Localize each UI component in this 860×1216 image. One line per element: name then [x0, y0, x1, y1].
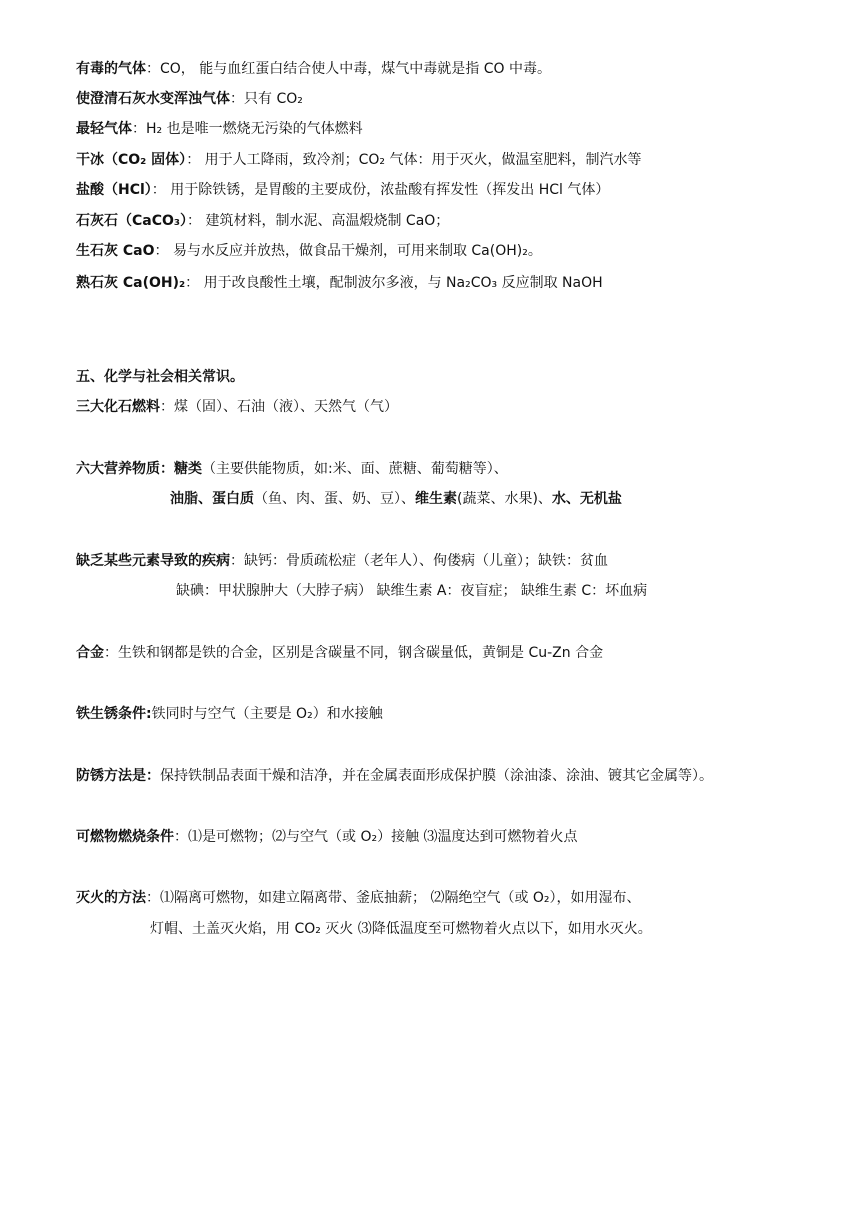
property-hydrochloric-acid [76, 180, 609, 200]
rust-conditions-label: 铁生锈条件: [76, 706, 152, 722]
combustion-text: ：⑴是可燃物；⑵与空气（或 O₂）接触 ⑶温度达到可燃物着火点 [174, 829, 578, 845]
nutrient-water-minerals: 水、无机盐 [551, 491, 622, 507]
diseases-label: 缺乏某些元素导致的疾病 [76, 553, 230, 569]
toxic-gas-label: 有毒的气体 [76, 61, 146, 77]
hydrochloric-acid-text: ： 用于除铁锈，是胃酸的主要成份，浓盐酸有挥发性（挥发出 HCl 气体） [151, 182, 610, 198]
nutrients-line-1 [76, 459, 508, 479]
extinguish-line-2: 灯帽、土盖灭火焰，用 CO₂ 灭火 ⑶降低温度至可燃物着火点以下，如用水灭火。 [150, 921, 652, 937]
limewater-gas-text: ：只有 CO₂ [230, 91, 303, 107]
nutrient-proteins-desc: （鱼、肉、蛋、奶、豆）、 [254, 491, 415, 507]
diseases-text-1: ：缺钙：骨质疏松症（老年人）、佝偻病（儿童）；缺铁：贫血 [230, 553, 608, 569]
dry-ice-text: ： 用于人工降雨，致冷剂；CO₂ 气体：用于灭火，做温室肥料，制汽水等 [186, 152, 642, 168]
limestone-label: 石灰石（CaCO₃） [76, 213, 188, 229]
section-5-heading: 五、化学与社会相关常识。 [76, 369, 244, 385]
diseases-line-1 [76, 551, 608, 571]
fossil-fuels-label: 三大化石燃料 [76, 399, 160, 415]
quicklime-label: 生石灰 CaO [76, 243, 155, 259]
nutrients-label: 六大营养物质： [76, 461, 174, 477]
property-limewater-gas [76, 89, 303, 109]
extinguish-line-1 [76, 888, 641, 908]
property-slaked-lime [76, 273, 603, 293]
rust-prevention [76, 766, 713, 786]
fossil-fuels-text: ：煤（固）、石油（液）、天然气（气） [160, 399, 398, 415]
nutrient-carbohydrates-desc: （主要供能物质，如:米、面、蔗糖、葡萄糖等）、 [202, 461, 508, 477]
nutrients-line-2 [170, 489, 622, 509]
lightest-gas-label: 最轻气体 [76, 121, 132, 137]
hydrochloric-acid-label: 盐酸（HCl） [76, 182, 152, 198]
extinguish-label: 灭火的方法 [76, 890, 146, 906]
toxic-gas-text: ：CO， 能与血红蛋白结合使人中毒，煤气中毒就是指 CO 中毒。 [146, 61, 551, 77]
diseases-line-2: 缺碘：甲状腺肿大（大脖子病） 缺维生素 A：夜盲症； 缺维生素 C：坏血病 [176, 583, 648, 599]
rust-conditions-text: 铁同时与空气（主要是 O₂）和水接触 [151, 706, 383, 722]
property-limestone [76, 211, 449, 231]
combustion-label: 可燃物燃烧条件 [76, 829, 174, 845]
extinguish-text-1: ：⑴隔离可燃物，如建立隔离带、釜底抽薪； ⑵隔绝空气（或 O₂），如用湿布、 [146, 890, 641, 906]
rust-conditions [76, 704, 383, 724]
alloy-label: 合金 [76, 645, 104, 661]
lightest-gas-text: ：H₂ 也是唯一燃烧无污染的气体燃料 [132, 121, 363, 137]
rust-prevention-label: 防锈方法是： [76, 768, 160, 784]
slaked-lime-text: ： 用于改良酸性土壤，配制波尔多液，与 Na₂CO₃ 反应制取 NaOH [185, 275, 603, 291]
property-dry-ice [76, 150, 642, 170]
quicklime-text: ： 易与水反应并放热，做食品干燥剂，可用来制取 Ca(OH)₂。 [154, 243, 542, 259]
property-lightest-gas [76, 119, 363, 139]
limestone-text: ： 建筑材料，制水泥、高温煅烧制 CaO； [187, 213, 450, 229]
nutrient-fats-proteins: 油脂、蛋白质 [170, 491, 254, 507]
rust-prevention-text: 保持铁制品表面干燥和洁净，并在金属表面形成保护膜（涂油漆、涂油、镀其它金属等）。 [160, 768, 713, 784]
property-toxic-gas [76, 59, 551, 79]
nutrient-vitamins: 维生素 [415, 491, 457, 507]
nutrient-carbohydrates: 糖类 [174, 461, 202, 477]
property-quicklime [76, 241, 542, 261]
nutrient-vitamins-desc: (蔬菜、水果)、 [457, 491, 552, 507]
dry-ice-label: 干冰（CO₂ 固体） [76, 152, 187, 168]
alloy-text: ：生铁和钢都是铁的合金，区别是含碳量不同，钢含碳量低，黄铜是 Cu-Zn 合金 [104, 645, 604, 661]
combustion-conditions [76, 827, 578, 847]
limewater-gas-label: 使澄清石灰水变浑浊气体 [76, 91, 230, 107]
fossil-fuels [76, 397, 398, 417]
alloy [76, 643, 603, 663]
slaked-lime-label: 熟石灰 Ca(OH)₂ [76, 275, 186, 291]
